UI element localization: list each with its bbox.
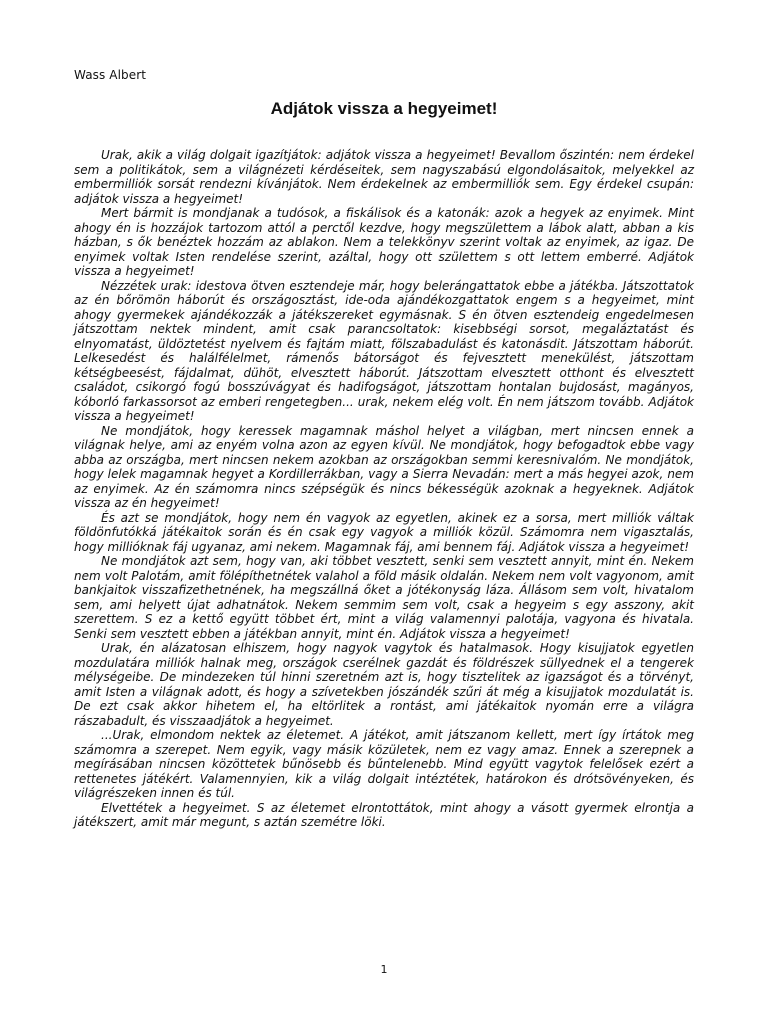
- paragraph: Ne mondjátok, hogy keressek magamnak máshol helyet a világban, mert nincsen ennek a világnak helye, ami az enyém volna azon az egyen kívül. Ne mondjátok, hogy befogadtok ebbe vagy abba az országba, mert nincsen nekem azokban az országokban semmi keresnivalóm. Ne mondjátok, hogy lelek magamnak hegyet a Kordillerrákban, vagy a Sierra Nevadán: mert a más hegyei azok, nem az enyimek. Az én számomra nincs szépségük és nincs békességük azoknak a hegyeknek. Adjátok vissza az én hegyeimet!: [74, 423, 694, 510]
- body-text: [74, 148, 694, 830]
- paragraph: Elvettétek a hegyeimet. S az életemet elrontottátok, mint ahogy a vásott gyermek elrontja a játékszert, amit már megunt, s aztán szemétre löki.: [74, 800, 694, 829]
- paragraph: Ne mondjátok azt sem, hogy van, aki többet vesztett, senki sem vesztett annyit, mint én. Nekem nem volt Palotám, amit fölépíthetnétek valahol a föld másik oldalán. Nekem nem volt vagyonom, amit bankjaitok visszafizethetnének, ha megszállná őket a jótékonyság láza. Állásom sem volt, hivatalom sem, ami helyett újat adhatnátok. Nekem semmim sem volt, csak a hegyeim s egy asszony, akit szerettem. S ez a kettő együtt többet ért, mint a világ valamennyi palotája, vagyona és hivatala. Senki sem vesztett ebben a játékban annyit, mint én. Adjátok vissza a hegyeimet!: [74, 554, 694, 641]
- paragraph: És azt se mondjátok, hogy nem én vagyok az egyetlen, akinek ez a sorsa, mert milliók váltak földönfutókká játékaitok során és én csak egy vagyok a milliók közül. Számomra nem vigasztalás, hogy millióknak fáj ugyanaz, ami nekem. Magamnak fáj, ami bennem fáj. Adjátok vissza a hegyeimet!: [74, 510, 694, 554]
- paragraph: Mert bármit is mondjanak a tudósok, a fiskálisok és a katonák: azok a hegyek az enyimek. Mint ahogy én is hozzájok tartozom attól a perctől kezdve, hogy megszülettem a lábok alatt, abban a kis házban, s ők benéztek hozzám az ablakon. Nem a telekkönyv szerint voltak az enyimek, az igaz. De enyimek voltak Isten rendelése szerint, azáltal, hogy ott születtem s ott lettem emberré. Adjátok vissza a hegyeimet!: [74, 206, 694, 278]
- paragraph: Urak, én alázatosan elhiszem, hogy nagyok vagytok és hatalmasok. Hogy kisujjatok egyetlen mozdulatára milliók halnak meg, országok cserélnek gazdát és földrészek süllyednek el a tengerek mélységeibe. De mindezeken túl hinni szeretném azt is, hogy tisztelitek az igazságot és a törvényt, amit Isten a világnak adott, és hogy a szívetekben jószándék szűri át még a kisujjatok mozdulatát is. De ezt csak akkor hihetem el, ha eltörlitek a rontást, ami játékaitok nyomán erre a világra rászabadult, és visszaadjátok a hegyeimet.: [74, 641, 694, 728]
- paragraph: Nézzétek urak: idestova ötven esztendeje már, hogy belerángattatok ebbe a játékba. Játszottatok az én bőrömön háborút és országosztást, ide-oda ajándékozgattatok engem s a hegyeimet, mint ahogy gyermekek ajándékozzák a játékszereket egymásnak. S én ötven esztendeig engedelmesen játszottam nektek mindent, amit csak parancsoltatok: kisebbségi sorsot, megaláztatást és elnyomatást, üldöztetést nyelvem és fajtám miatt, fölszabadulást és katonásdit. Játszottam háborút. Lelkesedést és halálfélelmet, rámenős bátorságot és fejvesztett menekülést, játszottam kétségbeesést, fájdalmat, dühöt, elvesztett háborút. Játszottam elvesztett otthont és elvesztett családot, csikorgó fogú bosszúvágyat és hadifogságot, játszottam hontalan bujdosást, magányos, kóborló farkassorsot az emberi rengetegben... urak, nekem elég volt. Én nem játszom tovább. Adjátok vissza a hegyeimet!: [74, 278, 694, 423]
- page-number: 1: [380, 963, 388, 976]
- document-title: Adjátok vissza a hegyeimet!: [270, 99, 498, 118]
- paragraph: ...Urak, elmondom nektek az életemet. A játékot, amit játszanom kellett, mert így írtátok meg számomra a szerepet. Nem egyik, vagy másik közületek, nem ez vagy amaz. Ennek a szerepnek a megírásában nincsen közöttetek bűnösebb és bűntelenebb. Mind együtt vagytok felelősek ezért a rettenetes játékért. Valamennyien, kik a világ dolgait intéztétek, határokon és drótsövényeken, és világrészeken innen és túl.: [74, 728, 694, 800]
- paragraph: Urak, akik a világ dolgait igazítjátok: adjátok vissza a hegyeimet! Bevallom őszintén: nem érdekel sem a politikátok, sem a világnézeti kérdéseitek, sem nagyszabású elgondolásaitok, melyekkel az embermilliók sorsát rendezni kívánjátok. Nem érdekelnek az embermilliók sem. Egy érdekel csupán: adjátok vissza a hegyeimet!: [74, 148, 694, 206]
- author-name: Wass Albert: [74, 68, 147, 82]
